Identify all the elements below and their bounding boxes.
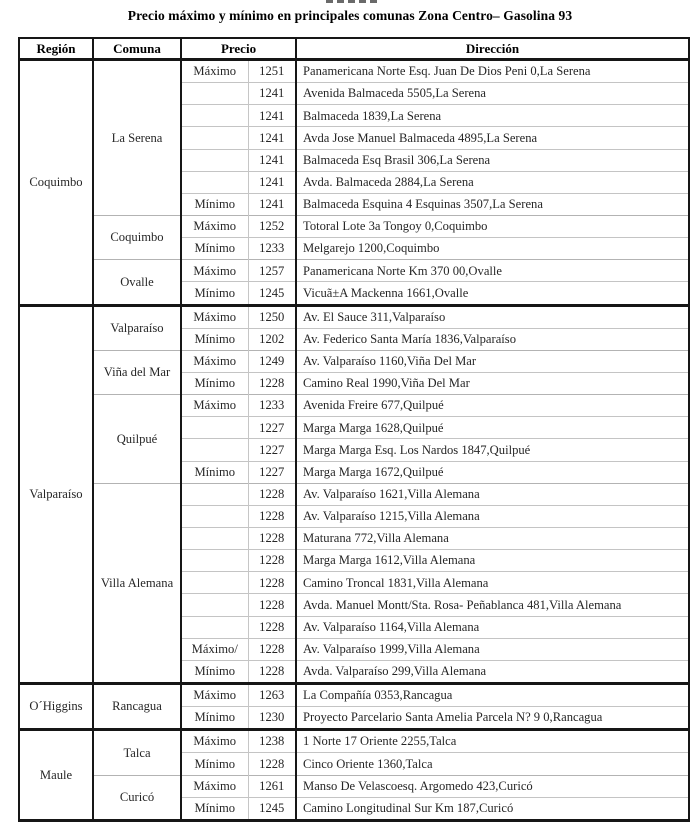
price-type-cell: Máximo [181,730,248,753]
price-type-cell: Máximo/ [181,638,248,660]
price-value-cell: 1257 [248,260,296,282]
cropped-caption-fragment [326,0,378,3]
price-type-cell: Mínimo [181,238,248,260]
price-type-cell: Máximo [181,350,248,372]
price-value-cell: 1228 [248,505,296,527]
price-value-cell: 1245 [248,797,296,820]
address-cell: Maturana 772,Villa Alemana [296,527,689,549]
price-value-cell: 1228 [248,616,296,638]
price-value-cell: 1261 [248,775,296,797]
price-type-cell: Mínimo [181,797,248,820]
price-value-cell: 1233 [248,395,296,417]
address-cell: Avenida Freire 677,Quilpué [296,395,689,417]
price-type-cell [181,483,248,505]
comuna-cell: Valparaíso [93,305,181,350]
col-header-comuna: Comuna [93,38,181,60]
price-type-cell [181,439,248,461]
table-row [19,60,689,83]
price-type-cell: Máximo [181,775,248,797]
address-cell: Av. El Sauce 311,Valparaíso [296,305,689,328]
comuna-cell: Talca [93,730,181,775]
price-value-cell: 1241 [248,193,296,215]
address-cell: Avda Jose Manuel Balmaceda 4895,La Serena [296,127,689,149]
price-type-cell [181,149,248,171]
price-value-cell: 1245 [248,282,296,305]
price-value-cell: 1228 [248,483,296,505]
comuna-cell: Quilpué [93,395,181,484]
price-value-cell: 1249 [248,350,296,372]
price-value-cell: 1228 [248,372,296,394]
price-value-cell: 1241 [248,149,296,171]
price-value-cell: 1228 [248,660,296,683]
price-type-cell: Máximo [181,60,248,83]
price-type-cell [181,527,248,549]
price-value-cell: 1241 [248,127,296,149]
price-value-cell: 1241 [248,105,296,127]
price-value-cell: 1227 [248,417,296,439]
price-type-cell [181,572,248,594]
table-row [19,305,689,328]
price-value-cell: 1250 [248,305,296,328]
price-type-cell [181,417,248,439]
price-value-cell: 1233 [248,238,296,260]
region-cell: O´Higgins [19,683,93,729]
price-value-cell: 1228 [248,527,296,549]
price-value-cell: 1228 [248,638,296,660]
price-value-cell: 1241 [248,171,296,193]
table-row [19,775,689,797]
address-cell: Avda. Valparaíso 299,Villa Alemana [296,660,689,683]
price-type-cell [181,105,248,127]
price-value-cell: 1227 [248,461,296,483]
price-type-cell [181,171,248,193]
address-cell: Totoral Lote 3a Tongoy 0,Coquimbo [296,215,689,237]
price-value-cell: 1202 [248,328,296,350]
price-type-cell: Mínimo [181,328,248,350]
price-value-cell: 1238 [248,730,296,753]
price-type-cell: Mínimo [181,660,248,683]
price-table [18,37,690,822]
address-cell: Marga Marga 1612,Villa Alemana [296,550,689,572]
address-cell: Avenida Balmaceda 5505,La Serena [296,83,689,105]
region-cell: Coquimbo [19,60,93,306]
address-cell: Camino Real 1990,Viña Del Mar [296,372,689,394]
address-cell: Balmaceda 1839,La Serena [296,105,689,127]
price-table-body [19,60,689,821]
price-type-cell: Máximo [181,683,248,706]
header-row [19,38,689,60]
address-cell: Balmaceda Esq Brasil 306,La Serena [296,149,689,171]
price-value-cell: 1263 [248,683,296,706]
price-value-cell: 1252 [248,215,296,237]
price-type-cell: Mínimo [181,372,248,394]
address-cell: Avda. Manuel Montt/Sta. Rosa- Peñablanca 481,Villa Alemana [296,594,689,616]
table-row [19,395,689,417]
region-cell: Valparaíso [19,305,93,683]
address-cell: Proyecto Parcelario Santa Amelia Parcela N? 9 0,Rancagua [296,707,689,730]
table-header [19,38,689,60]
address-cell: 1 Norte 17 Oriente 2255,Talca [296,730,689,753]
comuna-cell: Villa Alemana [93,483,181,683]
price-type-cell [181,550,248,572]
address-cell: Camino Troncal 1831,Villa Alemana [296,572,689,594]
price-type-cell: Mínimo [181,461,248,483]
address-cell: Cinco Oriente 1360,Talca [296,753,689,775]
price-value-cell: 1227 [248,439,296,461]
price-value-cell: 1230 [248,707,296,730]
price-type-cell: Máximo [181,305,248,328]
address-cell: Av. Valparaíso 1160,Viña Del Mar [296,350,689,372]
price-type-cell [181,594,248,616]
price-value-cell: 1228 [248,753,296,775]
price-type-cell: Mínimo [181,282,248,305]
page-title: Precio máximo y mínimo en principales comunas Zona Centro– Gasolina 93 [127,8,573,23]
table-row [19,730,689,753]
address-cell: Marga Marga 1628,Quilpué [296,417,689,439]
address-cell: Avda. Balmaceda 2884,La Serena [296,171,689,193]
address-cell: Av. Valparaíso 1621,Villa Alemana [296,483,689,505]
price-type-cell: Mínimo [181,753,248,775]
price-value-cell: 1228 [248,594,296,616]
table-row [19,260,689,282]
price-value-cell: 1228 [248,550,296,572]
price-value-cell: 1241 [248,83,296,105]
address-cell: Camino Longitudinal Sur Km 187,Curicó [296,797,689,820]
table-row [19,483,689,505]
col-header-region: Región [19,38,93,60]
address-cell: La Compañía 0353,Rancagua [296,683,689,706]
price-type-cell: Máximo [181,260,248,282]
comuna-cell: Viña del Mar [93,350,181,394]
address-cell: Vicuã±A Mackenna 1661,Ovalle [296,282,689,305]
price-type-cell: Máximo [181,395,248,417]
address-cell: Panamericana Norte Km 370 00,Ovalle [296,260,689,282]
price-type-cell: Máximo [181,215,248,237]
address-cell: Melgarejo 1200,Coquimbo [296,238,689,260]
address-cell: Av. Federico Santa María 1836,Valparaíso [296,328,689,350]
col-header-precio: Precio [181,38,296,60]
address-cell: Manso De Velascoesq. Argomedo 423,Curicó [296,775,689,797]
table-row [19,683,689,706]
comuna-cell: Curicó [93,775,181,820]
price-type-cell [181,127,248,149]
price-value-cell: 1251 [248,60,296,83]
address-cell: Av. Valparaíso 1999,Villa Alemana [296,638,689,660]
comuna-cell: Rancagua [93,683,181,729]
comuna-cell: Ovalle [93,260,181,305]
address-cell: Marga Marga Esq. Los Nardos 1847,Quilpué [296,439,689,461]
table-row [19,215,689,237]
col-header-direccion: Dirección [296,38,689,60]
address-cell: Balmaceda Esquina 4 Esquinas 3507,La Serena [296,193,689,215]
price-type-cell [181,505,248,527]
price-type-cell: Mínimo [181,193,248,215]
address-cell: Marga Marga 1672,Quilpué [296,461,689,483]
region-cell: Maule [19,730,93,821]
address-cell: Av. Valparaíso 1164,Villa Alemana [296,616,689,638]
comuna-cell: La Serena [93,60,181,216]
price-type-cell [181,83,248,105]
address-cell: Av. Valparaíso 1215,Villa Alemana [296,505,689,527]
table-row [19,350,689,372]
comuna-cell: Coquimbo [93,215,181,259]
price-type-cell [181,616,248,638]
price-type-cell: Mínimo [181,707,248,730]
price-value-cell: 1228 [248,572,296,594]
address-cell: Panamericana Norte Esq. Juan De Dios Peni 0,La Serena [296,60,689,83]
